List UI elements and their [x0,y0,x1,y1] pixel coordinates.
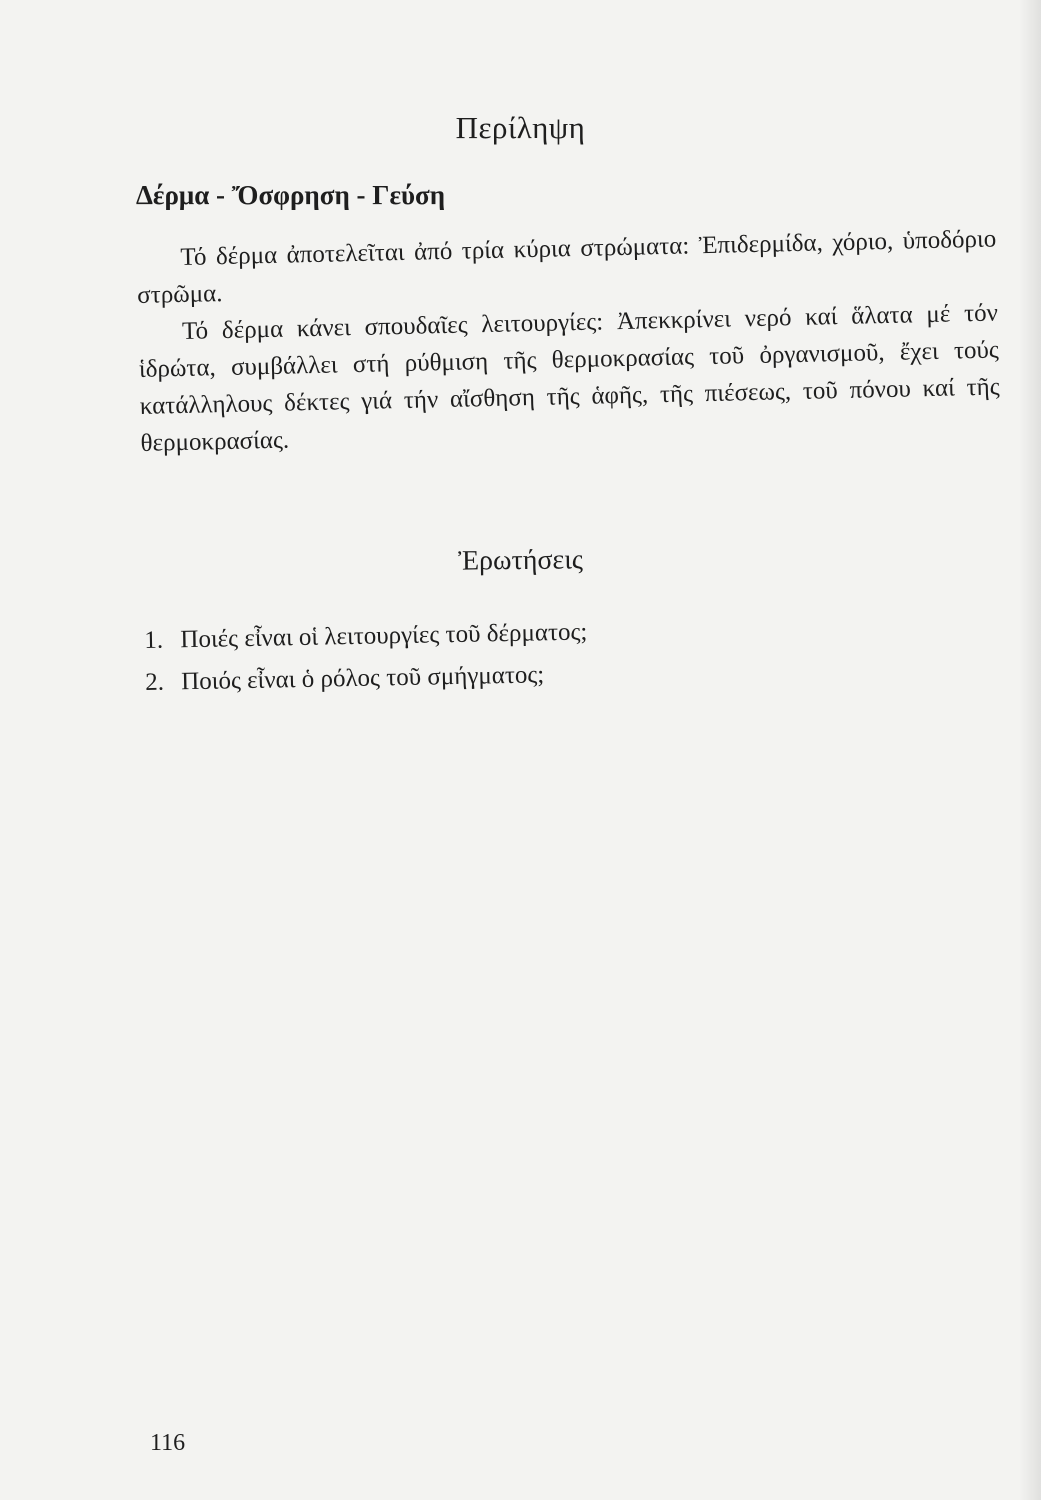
summary-body [136,220,1001,461]
summary-paragraph-2: Τό δέρμα κάνει σπουδαῖες λειτουργίες: Ἀπεκκρίνει νερό καί ἅλατα μέ τόν ἱδρώτα, συμβάλλει στή ρύθμιση τῆς θερμοκρασίας τοῦ ὀργανισμοῦ, ἔχει τούς κατάλληλους δέκτες γιά τήν αἴσθηση τῆς ἁφῆς, τῆς πιέσεως, τοῦ πόνου καί τῆς θερμοκρασίας. [138,299,1000,457]
question-item [145,653,589,703]
questions-list [144,611,589,703]
question-text: Ποιός εἶναι ὁ ρόλος τοῦ σμήγματος; [180,661,545,696]
question-number: 2. [144,668,165,696]
summary-title: Περίληψη [455,110,586,145]
question-text: Ποιές εἶναι οἱ λειτουργίες τοῦ δέρματος; [180,618,588,654]
questions-heading: Ἐρωτήσεις [457,544,584,577]
question-number: 1. [144,626,164,654]
summary-subtitle: Δέρμα - Ὄσφρηση - Γεύση [136,180,446,210]
page-number: 116 [150,1430,186,1456]
summary-paragraph-1: Τό δέρμα ἀποτελεῖται ἀπό τρία κύρια στρώματα: Ἐπιδερμίδα, χόριο, ὑποδόριο στρῶμα. [136,225,997,309]
page-edge-shadow [1019,0,1041,1500]
